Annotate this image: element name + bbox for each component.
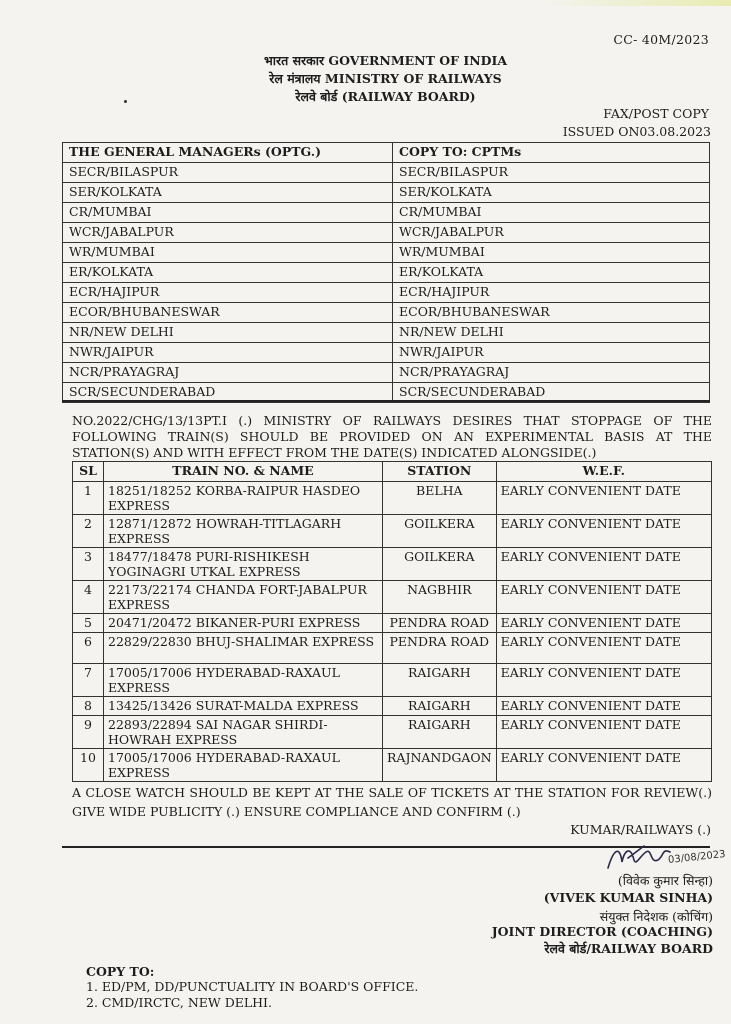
addressee-row bbox=[63, 263, 710, 283]
copy-to-item: 1. ED/PM, DD/PUNCTUALITY IN BOARD'S OFFICE. bbox=[86, 979, 419, 994]
station-cell: GOILKERA bbox=[383, 548, 497, 581]
train-row bbox=[73, 548, 712, 581]
station-cell: PENDRA ROAD bbox=[383, 633, 497, 664]
cptm-cell: NWR/JAIPUR bbox=[393, 343, 710, 363]
sl-cell: 2 bbox=[73, 515, 104, 548]
cptm-cell: SECR/BILASPUR bbox=[393, 163, 710, 183]
wef-cell: EARLY CONVENIENT DATE bbox=[496, 697, 711, 716]
copy-to-item: 2. CMD/IRCTC, NEW DELHI. bbox=[86, 995, 272, 1010]
train-row bbox=[73, 614, 712, 633]
train-name-cell: 17005/17006 HYDERABAD-RAXAUL EXPRESS bbox=[104, 749, 383, 782]
general-managers-header: THE GENERAL MANAGERs (OPTG.) bbox=[63, 143, 393, 163]
train-row bbox=[73, 664, 712, 697]
train-row bbox=[73, 482, 712, 515]
addressee-row bbox=[63, 243, 710, 263]
header-government: भारत सरकार GOVERNMENT OF INDIA bbox=[263, 53, 508, 68]
sender-line: KUMAR/RAILWAYS (.) bbox=[570, 822, 711, 837]
section-divider bbox=[62, 400, 710, 402]
wef-cell: EARLY CONVENIENT DATE bbox=[496, 614, 711, 633]
general-manager-cell: SER/KOLKATA bbox=[63, 183, 393, 203]
wef-header: W.E.F. bbox=[496, 462, 711, 482]
signer-office: रेलवे बोर्ड/RAILWAY BOARD bbox=[544, 941, 713, 956]
signature-date: 03/08/2023 bbox=[667, 849, 727, 866]
addressee-row bbox=[63, 203, 710, 223]
train-name-header: TRAIN NO. & NAME bbox=[104, 462, 383, 482]
station-cell: RAJNANDGAON bbox=[383, 749, 497, 782]
general-manager-cell: SCR/SECUNDERABAD bbox=[63, 383, 393, 403]
cptm-cell: NR/NEW DELHI bbox=[393, 323, 710, 343]
general-manager-cell: CR/MUMBAI bbox=[63, 203, 393, 223]
copy-to-cptms-header: COPY TO: CPTMs bbox=[393, 143, 710, 163]
train-name-cell: 12871/12872 HOWRAH-TITLAGARH EXPRESS bbox=[104, 515, 383, 548]
general-manager-cell: ER/KOLKATA bbox=[63, 263, 393, 283]
signer-designation: JOINT DIRECTOR (COACHING) bbox=[491, 924, 713, 939]
closing-instruction: A CLOSE WATCH SHOULD BE KEPT AT THE SALE OF TICKETS AT THE STATION FOR REVIEW(.) GIVE WIDE PUBLICITY (.) ENSURE COMPLIANCE AND CONFIRM (.) bbox=[72, 785, 712, 819]
addressee-row bbox=[63, 343, 710, 363]
message-text: NO.2022/CHG/13/13PT.I (.) MINISTRY OF RAILWAYS DESIRES THAT STOPPAGE OF THE FOLLOWING TRAIN(S) SHOULD BE PROVIDED ON AN EXPERIMENTAL BASIS AT THE STATION(S) AND WITH EFFECT FROM THE DATE(S) INDICATED ALONGSIDE(.) bbox=[72, 413, 712, 460]
station-cell: RAIGARH bbox=[383, 664, 497, 697]
train-row bbox=[73, 749, 712, 782]
general-manager-cell: WCR/JABALPUR bbox=[63, 223, 393, 243]
wef-cell: EARLY CONVENIENT DATE bbox=[496, 515, 711, 548]
train-name-cell: 18251/18252 KORBA-RAIPUR HASDEO EXPRESS bbox=[104, 482, 383, 515]
addressee-row bbox=[63, 323, 710, 343]
wef-cell: EARLY CONVENIENT DATE bbox=[496, 633, 711, 664]
addressee-row bbox=[63, 163, 710, 183]
train-name-cell: 18477/18478 PURI-RISHIKESH YOGINAGRI UTKAL EXPRESS bbox=[104, 548, 383, 581]
station-cell: PENDRA ROAD bbox=[383, 614, 497, 633]
station-cell: BELHA bbox=[383, 482, 497, 515]
station-cell: GOILKERA bbox=[383, 515, 497, 548]
train-row bbox=[73, 633, 712, 664]
cptm-cell: CR/MUMBAI bbox=[393, 203, 710, 223]
general-manager-cell: ECR/HAJIPUR bbox=[63, 283, 393, 303]
header-board: रेलवे बोर्ड (RAILWAY BOARD) bbox=[295, 89, 476, 104]
general-manager-cell: WR/MUMBAI bbox=[63, 243, 393, 263]
general-manager-cell: NR/NEW DELHI bbox=[63, 323, 393, 343]
wef-cell: EARLY CONVENIENT DATE bbox=[496, 581, 711, 614]
addressee-row bbox=[63, 303, 710, 323]
train-row bbox=[73, 697, 712, 716]
wef-cell: EARLY CONVENIENT DATE bbox=[496, 664, 711, 697]
signer-name: (VIVEK KUMAR SINHA) bbox=[543, 890, 713, 905]
general-manager-cell: SECR/BILASPUR bbox=[63, 163, 393, 183]
addressee-header-row bbox=[63, 143, 710, 163]
sl-cell: 9 bbox=[73, 716, 104, 749]
train-name-cell: 22173/22174 CHANDA FORT-JABALPUR EXPRESS bbox=[104, 581, 383, 614]
train-name-cell: 20471/20472 BIKANER-PURI EXPRESS bbox=[104, 614, 383, 633]
train-row bbox=[73, 581, 712, 614]
cptm-cell: ER/KOLKATA bbox=[393, 263, 710, 283]
addressee-row bbox=[63, 283, 710, 303]
wef-cell: EARLY CONVENIENT DATE bbox=[496, 749, 711, 782]
signer-name-hindi: (विवेक कुमार सिन्हा) bbox=[617, 873, 713, 888]
reference-number: CC- 40M/2023 bbox=[613, 32, 709, 47]
cptm-cell: ECOR/BHUBANESWAR bbox=[393, 303, 710, 323]
sl-cell: 7 bbox=[73, 664, 104, 697]
train-name-cell: 22893/22894 SAI NAGAR SHIRDI-HOWRAH EXPRESS bbox=[104, 716, 383, 749]
addressee-table bbox=[62, 142, 710, 403]
station-cell: NAGBHIR bbox=[383, 581, 497, 614]
cptm-cell: SCR/SECUNDERABAD bbox=[393, 383, 710, 403]
sl-cell: 1 bbox=[73, 482, 104, 515]
train-row bbox=[73, 716, 712, 749]
train-name-cell: 22829/22830 BHUJ-SHALIMAR EXPRESS bbox=[104, 633, 383, 664]
sl-cell: 6 bbox=[73, 633, 104, 664]
sl-cell: 10 bbox=[73, 749, 104, 782]
copy-to-label: COPY TO: bbox=[86, 964, 155, 979]
cptm-cell: WR/MUMBAI bbox=[393, 243, 710, 263]
paper-edge-tint bbox=[540, 0, 731, 6]
issued-date: ISSUED ON03.08.2023 bbox=[562, 124, 711, 139]
station-cell: RAIGARH bbox=[383, 697, 497, 716]
train-stoppage-table bbox=[72, 461, 712, 782]
train-name-cell: 13425/13426 SURAT-MALDA EXPRESS bbox=[104, 697, 383, 716]
fax-post-copy-label: FAX/POST COPY bbox=[603, 106, 709, 121]
signer-designation-hindi: संयुक्त निदेशक (कोचिंग) bbox=[599, 909, 713, 924]
wef-cell: EARLY CONVENIENT DATE bbox=[496, 716, 711, 749]
addressee-row bbox=[63, 363, 710, 383]
station-header: STATION bbox=[383, 462, 497, 482]
cptm-cell: NCR/PRAYAGRAJ bbox=[393, 363, 710, 383]
wef-cell: EARLY CONVENIENT DATE bbox=[496, 548, 711, 581]
addressee-row bbox=[63, 183, 710, 203]
wef-cell: EARLY CONVENIENT DATE bbox=[496, 482, 711, 515]
general-manager-cell: NCR/PRAYAGRAJ bbox=[63, 363, 393, 383]
header-ministry: रेल मंत्रालय MINISTRY OF RAILWAYS bbox=[269, 71, 502, 86]
cptm-cell: SER/KOLKATA bbox=[393, 183, 710, 203]
sl-cell: 4 bbox=[73, 581, 104, 614]
cptm-cell: WCR/JABALPUR bbox=[393, 223, 710, 243]
sl-cell: 3 bbox=[73, 548, 104, 581]
general-manager-cell: ECOR/BHUBANESWAR bbox=[63, 303, 393, 323]
train-row bbox=[73, 515, 712, 548]
sl-header: SL bbox=[73, 462, 104, 482]
sl-cell: 5 bbox=[73, 614, 104, 633]
station-cell: RAIGARH bbox=[383, 716, 497, 749]
train-table-header-row bbox=[73, 462, 712, 482]
addressee-row bbox=[63, 223, 710, 243]
general-manager-cell: NWR/JAIPUR bbox=[63, 343, 393, 363]
sl-cell: 8 bbox=[73, 697, 104, 716]
train-name-cell: 17005/17006 HYDERABAD-RAXAUL EXPRESS bbox=[104, 664, 383, 697]
cptm-cell: ECR/HAJIPUR bbox=[393, 283, 710, 303]
